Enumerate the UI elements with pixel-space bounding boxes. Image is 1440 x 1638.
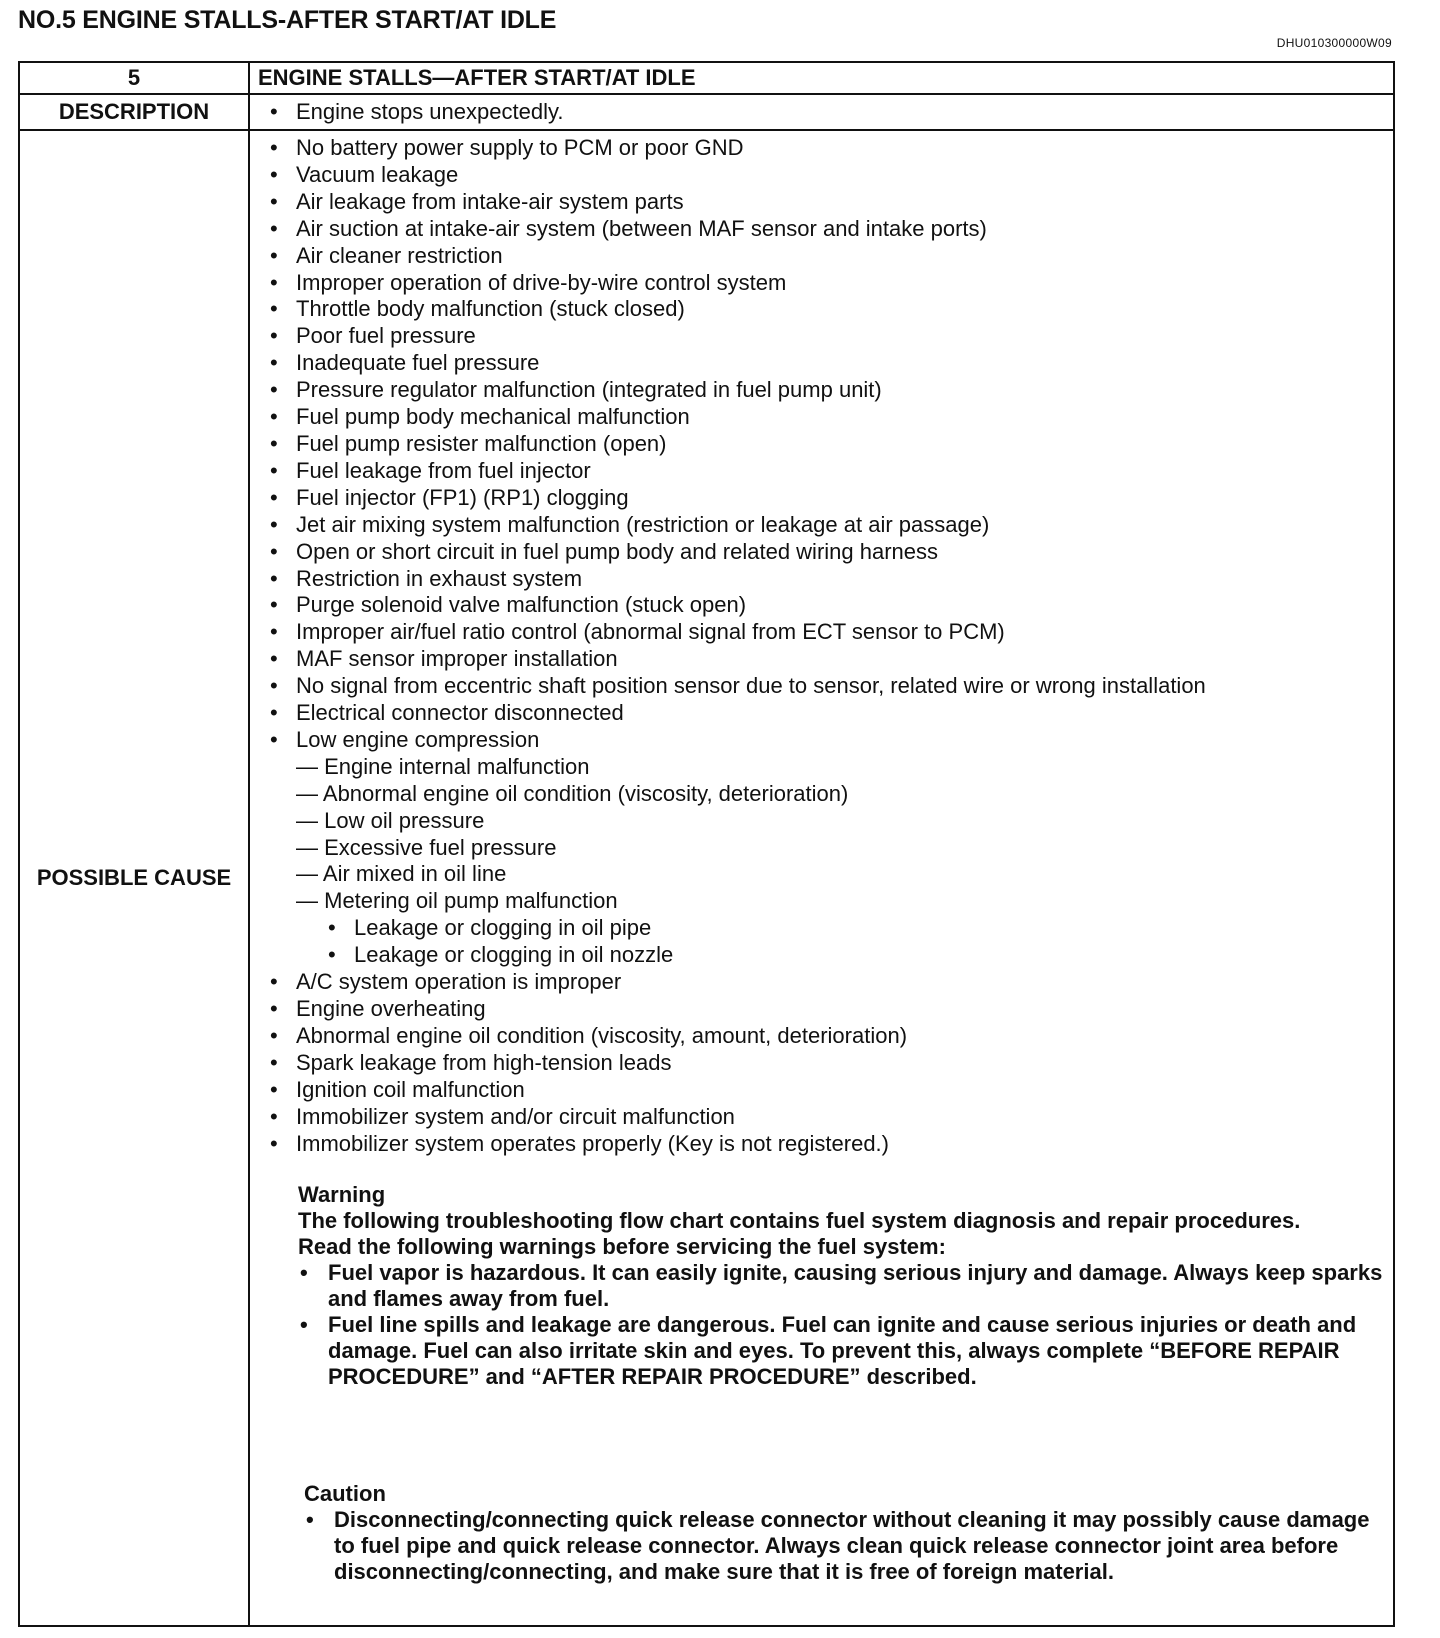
cause-item: • Improper operation of drive-by-wire control system bbox=[270, 270, 1393, 297]
cause-item: • Immobilizer system operates properly (Key is not registered.) bbox=[270, 1131, 1393, 1158]
description-label: DESCRIPTION bbox=[19, 94, 249, 130]
cause-sub-item: • Leakage or clogging in oil pipe bbox=[270, 915, 1393, 942]
description-cell bbox=[249, 94, 1394, 130]
cause-item: • Air cleaner restriction bbox=[270, 243, 1393, 270]
cause-item: • Abnormal engine oil condition (viscosity, amount, deterioration) bbox=[270, 1023, 1393, 1050]
warning-item: • Fuel line spills and leakage are dangerous. Fuel can ignite and cause serious injuries or death and damage. Fuel can also irritate skin and eyes. To prevent this, always complete “BEFORE REPAIR PROCEDURE” and “AFTER REPAIR PROCEDURE” described. bbox=[298, 1312, 1393, 1390]
cause-dash-item: — Air mixed in oil line bbox=[296, 861, 507, 887]
cause-list bbox=[250, 135, 1393, 1157]
cause-item: • MAF sensor improper installation bbox=[270, 646, 1393, 673]
cause-item: • Fuel pump resister malfunction (open) bbox=[270, 431, 1393, 458]
description-list bbox=[250, 99, 1393, 126]
cause-dash-item: — Metering oil pump malfunction bbox=[296, 888, 618, 914]
cause-item: • Air leakage from intake-air system parts bbox=[270, 189, 1393, 216]
symptom-table bbox=[18, 61, 1395, 1627]
cause-item: • A/C system operation is improper bbox=[270, 969, 1393, 996]
description-text: • Engine stops unexpectedly. bbox=[270, 99, 1393, 126]
possible-cause-cell bbox=[249, 130, 1394, 1626]
cause-item: • Electrical connector disconnected bbox=[270, 700, 1393, 727]
cause-dash-item: — Abnormal engine oil condition (viscosity, deterioration) bbox=[296, 780, 849, 806]
symptom-number: 5 bbox=[19, 62, 249, 94]
cause-item: • Fuel pump body mechanical malfunction bbox=[270, 404, 1393, 431]
cause-dash-item: — Engine internal malfunction bbox=[296, 753, 590, 779]
cause-item: • Air suction at intake-air system (between MAF sensor and intake ports) bbox=[270, 216, 1393, 243]
cause-item: • Throttle body malfunction (stuck closed) bbox=[270, 296, 1393, 323]
cause-item: • Engine overheating bbox=[270, 996, 1393, 1023]
cause-item: • Vacuum leakage bbox=[270, 162, 1393, 189]
cause-dash-item: — Low oil pressure bbox=[296, 807, 485, 833]
cause-item: • Immobilizer system and/or circuit malfunction bbox=[270, 1104, 1393, 1131]
cause-item: • Inadequate fuel pressure bbox=[270, 350, 1393, 377]
symptom-title: ENGINE STALLS—AFTER START/AT IDLE bbox=[249, 62, 1394, 94]
caution-heading: Caution bbox=[304, 1481, 386, 1507]
document-code: DHU010300000W09 bbox=[1276, 36, 1392, 50]
possible-cause-row bbox=[19, 130, 1394, 1626]
warning-item: • Fuel vapor is hazardous. It can easily ignite, causing serious injury and damage. Always keep sparks and flames away from fuel. bbox=[298, 1260, 1393, 1312]
warning-heading: Warning bbox=[298, 1182, 386, 1208]
warning-block bbox=[298, 1181, 1393, 1390]
cause-sub-item: • Leakage or clogging in oil nozzle bbox=[270, 942, 1393, 969]
cause-item: • No signal from eccentric shaft position sensor due to sensor, related wire or wrong installation bbox=[270, 673, 1393, 700]
cause-dash-item: — Excessive fuel pressure bbox=[296, 834, 557, 860]
cause-item: • Ignition coil malfunction bbox=[270, 1077, 1393, 1104]
page-title: NO.5 ENGINE STALLS-AFTER START/AT IDLE bbox=[18, 6, 557, 34]
cause-item: • Fuel leakage from fuel injector bbox=[270, 458, 1393, 485]
cause-item: • Poor fuel pressure bbox=[270, 323, 1393, 350]
cause-item: • Spark leakage from high-tension leads bbox=[270, 1050, 1393, 1077]
possible-cause-label: POSSIBLE CAUSE bbox=[19, 130, 249, 1626]
table-header-row bbox=[19, 62, 1394, 94]
warning-lead: The following troubleshooting flow chart contains fuel system diagnosis and repair procedures. Read the following warnings before servicing the fuel system: bbox=[298, 1208, 1301, 1260]
caution-list bbox=[304, 1507, 1393, 1585]
caution-item: • Disconnecting/connecting quick release connector without cleaning it may possibly cause damage to fuel pipe and quick release connector. Always clean quick release connector joint area before disconnecting/connecting, and make sure that it is free of foreign material. bbox=[304, 1507, 1393, 1585]
cause-item: • Low engine compression bbox=[270, 727, 1393, 754]
cause-item: • Fuel injector (FP1) (RP1) clogging bbox=[270, 485, 1393, 512]
warning-list bbox=[298, 1260, 1393, 1390]
cause-item: • Purge solenoid valve malfunction (stuck open) bbox=[270, 592, 1393, 619]
caution-block bbox=[304, 1480, 1393, 1585]
cause-item: • No battery power supply to PCM or poor GND bbox=[270, 135, 1393, 162]
description-row bbox=[19, 94, 1394, 130]
cause-item: • Jet air mixing system malfunction (restriction or leakage at air passage) bbox=[270, 512, 1393, 539]
cause-item: • Pressure regulator malfunction (integrated in fuel pump unit) bbox=[270, 377, 1393, 404]
cause-item: • Restriction in exhaust system bbox=[270, 566, 1393, 593]
cause-item: • Open or short circuit in fuel pump body and related wiring harness bbox=[270, 539, 1393, 566]
cause-item: • Improper air/fuel ratio control (abnormal signal from ECT sensor to PCM) bbox=[270, 619, 1393, 646]
